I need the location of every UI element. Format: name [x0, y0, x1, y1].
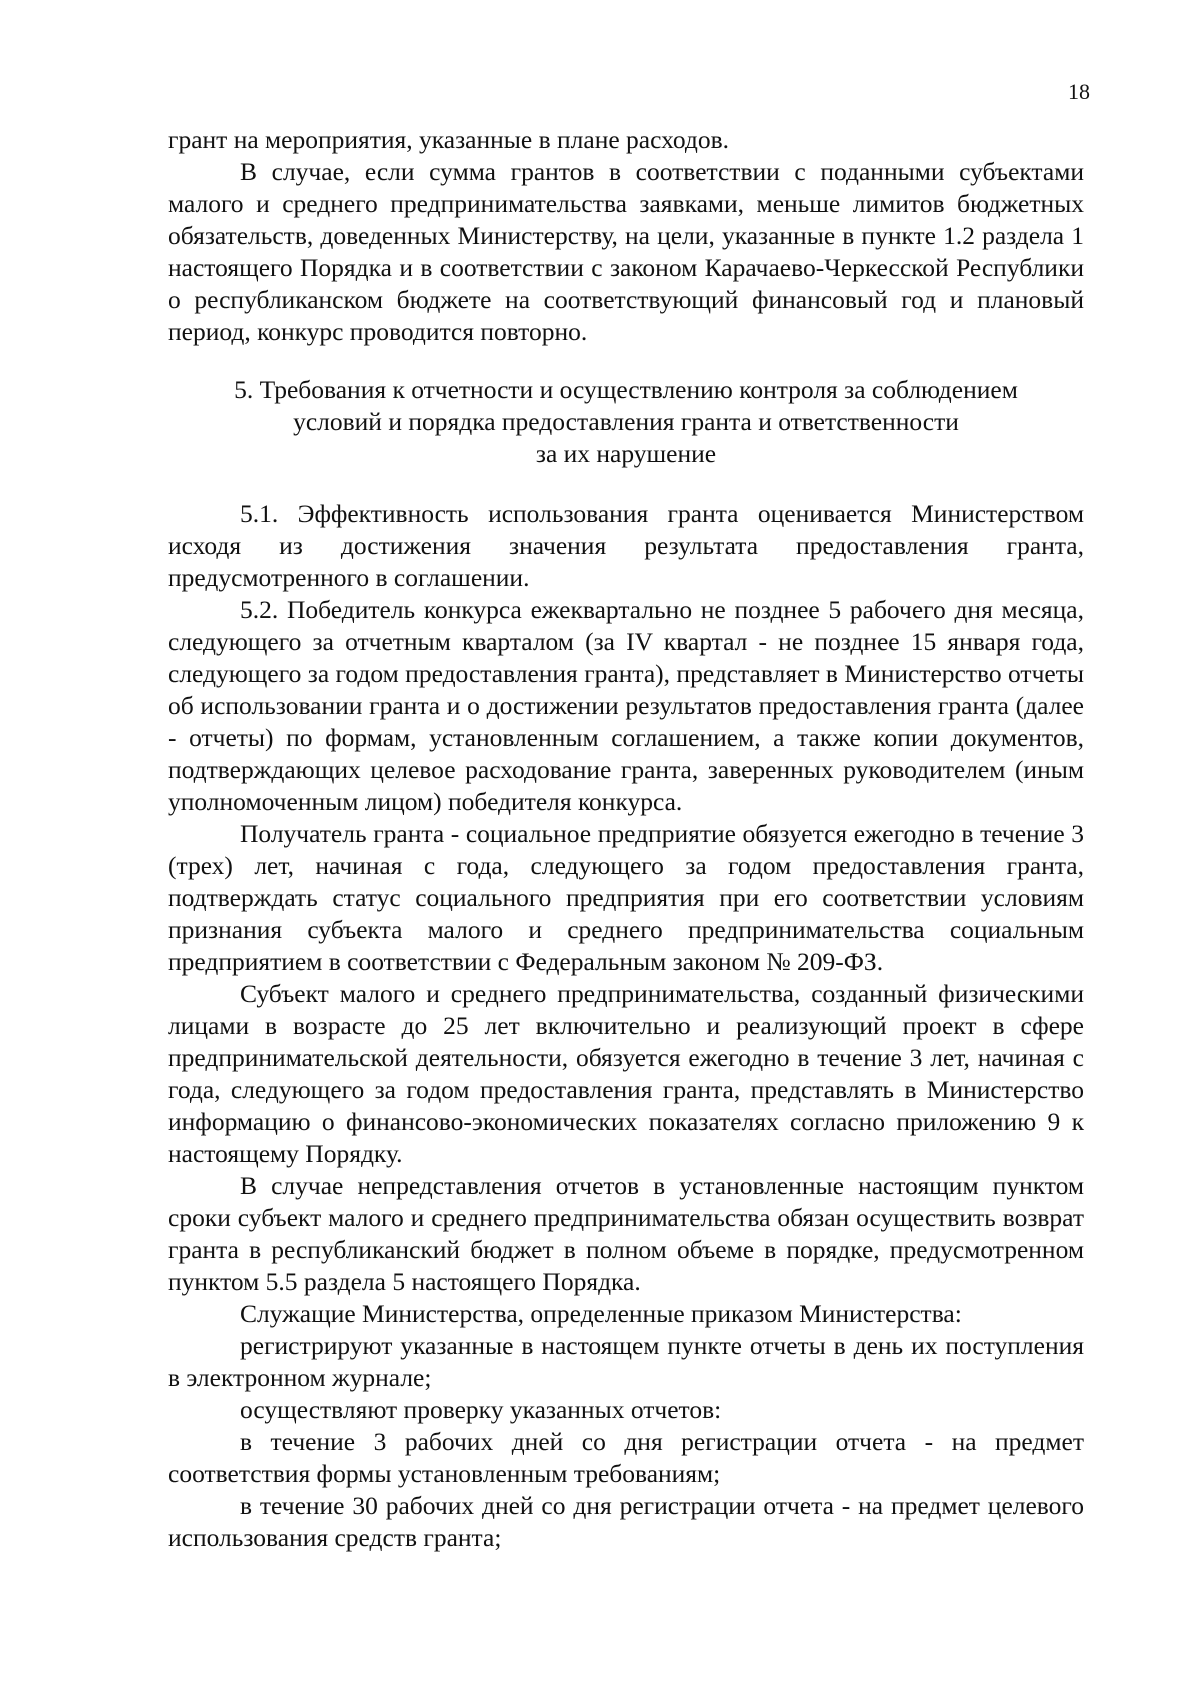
paragraph: в течение 30 рабочих дней со дня регистрации отчета - на предмет целевого использования средств гранта;	[168, 1491, 1084, 1552]
paragraph: регистрируют указанные в настоящем пункте отчеты в день их поступления в электронном журнале;	[168, 1331, 1084, 1392]
document-body	[168, 124, 1084, 1554]
paragraph: осуществляют проверку указанных отчетов:	[240, 1395, 722, 1424]
paragraph: в течение 3 рабочих дней со дня регистрации отчета - на предмет соответствия формы установленным требованиям;	[168, 1427, 1084, 1488]
paragraph: Служащие Министерства, определенные приказом Министерства:	[240, 1299, 962, 1328]
paragraph-continuation: грант на мероприятия, указанные в плане расходов.	[168, 125, 730, 154]
paragraph: В случае непредставления отчетов в установленные настоящим пунктом сроки субъект малого и среднего предпринимательства обязан осуществить возврат гранта в республиканский бюджет в полном объеме в порядке, предусмотренном пунктом 5.5 раздела 5 настоящего Порядка.	[168, 1171, 1084, 1296]
page-number: 18	[1068, 79, 1090, 104]
paragraph: Субъект малого и среднего предпринимательства, созданный физическими лицами в возрасте до 25 лет включительно и реализующий проект в сфере предпринимательской деятельности, обязуется ежегодно в течение 3 лет, начиная с года, следующего за годом предоставления гранта, представлять в Министерство информацию о финансово-экономических показателях согласно приложению 9 к настоящему Порядку.	[168, 979, 1084, 1168]
paragraph: Получатель гранта - социальное предприятие обязуется ежегодно в течение 3 (трех) лет, начиная с года, следующего за годом предоставления гранта, подтверждать статус социального предприятия при его соответствии условиям признания субъекта малого и среднего предпринимательства социальным предприятием в соответствии с Федеральным законом № 209-ФЗ.	[168, 819, 1084, 976]
paragraph-5-2: 5.2. Победитель конкурса ежеквартально не позднее 5 рабочего дня месяца, следующего за отчетным кварталом (за IV квартал - не позднее 15 января года, следующего за годом предоставления гранта), представляет в Министерство отчеты об использовании гранта и о достижении результатов предоставления гранта (далее - отчеты) по формам, установленным соглашением, а также копии документов, подтверждающих целевое расходование гранта, заверенных руководителем (иным уполномоченным лицом) победителя конкурса.	[168, 595, 1084, 816]
paragraph: В случае, если сумма грантов в соответствии с поданными субъектами малого и среднего предпринимательства заявками, меньше лимитов бюджетных обязательств, доведенных Министерству, на цели, указанные в пункте 1.2 раздела 1 настоящего Порядка и в соответствии с законом Карачаево-Черкесской Республики о республиканском бюджете на соответствующий финансовый год и плановый период, конкурс проводится повторно.	[168, 157, 1084, 346]
section-heading-line: за их нарушение	[535, 439, 717, 468]
section-heading-line: 5. Требования к отчетности и осуществлению контроля за соблюдением	[234, 375, 1018, 404]
section-heading-line: условий и порядка предоставления гранта и ответственности	[293, 407, 959, 436]
paragraph-5-1: 5.1. Эффективность использования гранта оценивается Министерством исходя из достижения значения результата предоставления гранта, предусмотренного в соглашении.	[168, 499, 1084, 592]
section-heading	[168, 374, 1084, 470]
